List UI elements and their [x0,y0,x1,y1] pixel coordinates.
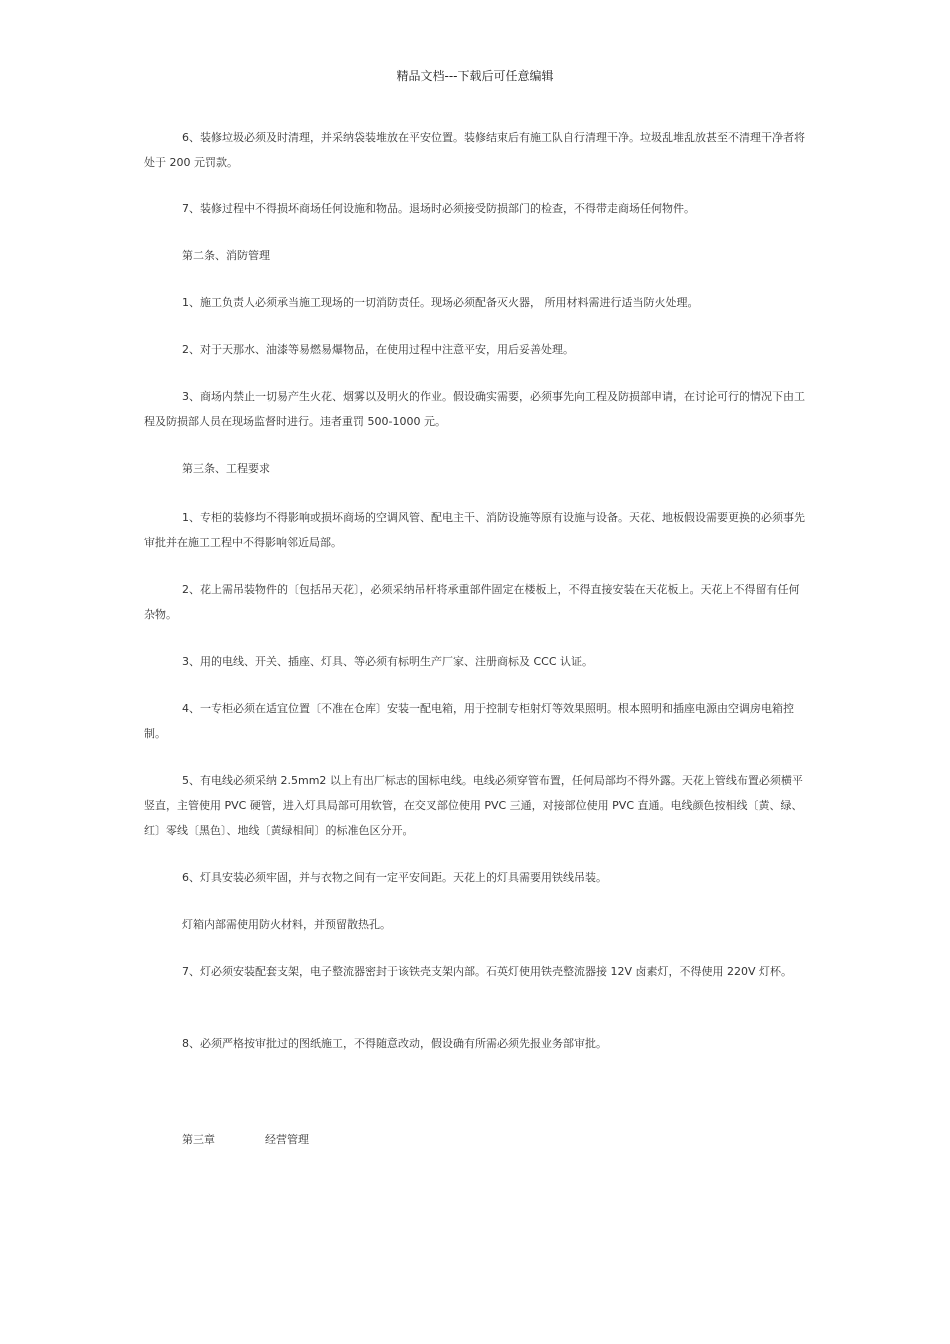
section-heading-engineering: 第三条、工程要求 [182,462,270,475]
section-heading-fire: 第二条、消防管理 [182,249,270,262]
paragraph-no-damage: 7、装修过程中不得损坏商场任何设施和物品。退场时必须接受防损部门的检查，不得带走商场任何物件。 [182,202,695,215]
chapter-title: 经营管理 [265,1133,309,1146]
paragraph-facilities: 1、专柜的装修均不得影响或损坏商场的空调风管、配电主干、消防设施等原有设施与设备。天花、地板假设需要更换的必须事先审批并在施工工程中不得影响邻近局部。 [144,511,805,549]
paragraph-wiring: 5、有电线必须采纳 2.5mm2 以上有出厂标志的国标电线。电线必须穿管布置，任何局部均不得外露。天花上管线布置必须横平竖直，主管使用 PVC 硬管，进入灯具局部可用软管，在交叉部位使用 PVC 三通，对接部位使用 PVC 直通。电线颜色按相线〔黄、绿、红〕零线〔黑色〕、地线〔黄绿相间〕的标准色区分开。 [144,774,803,837]
paragraph-ballast: 7、灯必须安装配套支架，电子整流器密封于该铁壳支架内部。石英灯使用铁壳整流器接 12V 卤素灯，不得使用 220V 灯杯。 [182,965,793,978]
paragraph-open-flame: 3、商场内禁止一切易产生火花、烟雾以及明火的作业。假设确实需要，必须事先向工程及防损部申请，在讨论可行的情况下由工程及防损部人员在现场监督时进行。违者重罚 500-1000 元。 [144,390,805,428]
paragraph-hanging: 2、花上需吊装物件的〔包括吊天花〕，必须采纳吊杆将承重部件固定在楼板上，不得直接安装在天花板上。天花上不得留有任何杂物。 [144,583,800,621]
chapter-number: 第三章 [182,1133,215,1146]
paragraph-distribution-box: 4、一专柜必须在适宜位置〔不准在仓库〕安装一配电箱，用于控制专柜射灯等效果照明。根本照明和插座电源由空调房电箱控制。 [144,702,794,740]
chapter-heading [182,1130,309,1150]
paragraph-flammables: 2、对于天那水、油漆等易燃易爆物品，在使用过程中注意平安，用后妥善处理。 [182,343,574,356]
paragraph-drawings: 8、必须严格按审批过的图纸施工，不得随意改动，假设确有所需必须先报业务部审批。 [182,1037,607,1050]
page-header: 精品文档---下载后可任意编辑 [396,69,554,83]
paragraph-waste-cleanup: 6、装修垃圾必须及时清理，并采纳袋装堆放在平安位置。装修结束后有施工队自行清理干净。垃圾乱堆乱放甚至不清理干净者将处于 200 元罚款。 [144,131,805,169]
paragraph-fire-responsibility: 1、施工负责人必须承当施工现场的一切消防责任。现场必须配备灭火器， 所用材料需进行适当防火处理。 [182,296,699,309]
paragraph-lamp-install: 6、灯具安装必须牢固，并与衣物之间有一定平安间距。天花上的灯具需要用铁线吊装。 [182,871,607,884]
paragraph-ccc: 3、用的电线、开关、插座、灯具、等必须有标明生产厂家、注册商标及 CCC 认证。 [182,655,594,668]
paragraph-lightbox: 灯箱内部需使用防火材料，并预留散热孔。 [182,918,391,931]
